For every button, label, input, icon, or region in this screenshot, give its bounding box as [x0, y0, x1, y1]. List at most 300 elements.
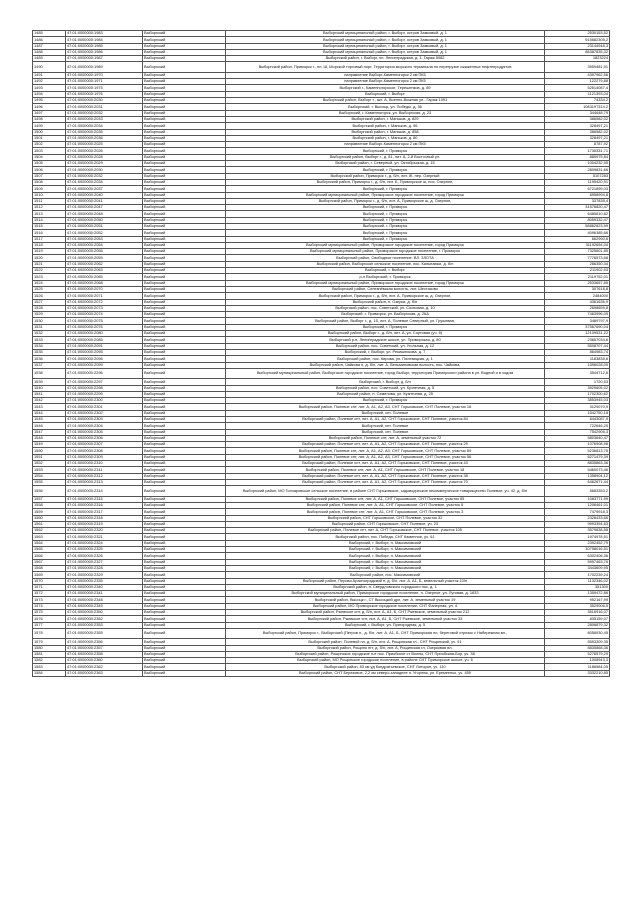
cadastral-value-cell: 5236813,75	[545, 448, 610, 454]
address-cell: Выборгский район, Полевое снт, лит. А, А1, СНТ Горьковское, СНТ Полевое, участок 8	[226, 502, 545, 508]
row-number-cell: 1534	[33, 343, 66, 349]
cadastral-number-cell: 47:01:0000000:2358	[66, 651, 143, 657]
district-cell: Выборгский	[143, 43, 226, 49]
cadastral-value-cell: 31192694,04	[545, 242, 610, 248]
cadastral-value-cell: 328497,21	[545, 135, 610, 141]
cadastral-value-cell: 1186584,05	[545, 664, 610, 670]
row-number-cell: 1532	[33, 331, 66, 337]
district-cell: Выборгский	[143, 670, 226, 676]
cadastral-number-cell: 47:01:0000000:1984	[66, 37, 143, 43]
row-number-cell: 1496	[33, 104, 66, 110]
district-cell: Выборгский	[143, 167, 226, 173]
district-cell: Выборгский	[143, 236, 226, 242]
district-cell: Выборгский	[143, 423, 226, 429]
district-cell: Выборгский	[143, 461, 226, 467]
district-cell: Выборгский	[143, 337, 226, 343]
address-cell: Выборгский район, Полевое снт, лит. А, СНТ Горьковское, СНТ Полевое, участок 105	[226, 528, 545, 534]
district-cell: Выборгский	[143, 91, 226, 97]
cadastral-number-cell: 47:01:0000000:2048	[66, 211, 143, 217]
cadastral-value-cell: 6485610,82	[545, 211, 610, 217]
address-cell: Выборгский район, г. Маньков, д. 96	[226, 123, 545, 129]
row-number-cell: 1525	[33, 286, 66, 292]
cadastral-number-cell: 47:01:0000000:2030	[66, 167, 143, 173]
cadastral-value-cell: 2698659,8	[545, 305, 610, 311]
cadastral-value-cell: 52514087,4	[545, 85, 610, 91]
district-cell: Выборгский	[143, 639, 226, 645]
cadastral-value-cell: 5593309,35	[545, 639, 610, 645]
cadastral-number-cell: 47:01:0000000:2068	[66, 280, 143, 286]
cadastral-number-cell: 47:01:0000000:2299	[66, 391, 143, 397]
row-number-cell: 1513	[33, 211, 66, 217]
cadastral-value-cell: 8058930,45	[545, 628, 610, 638]
district-cell: Выборгский	[143, 584, 226, 590]
cadastral-number-cell: 47:01:0000000:2350	[66, 610, 143, 616]
cadastral-number-cell: 47:01:0000000:2352	[66, 616, 143, 622]
row-number-cell: 1575	[33, 610, 66, 616]
cadastral-number-cell: 47:01:0000000:2316	[66, 502, 143, 508]
cadastral-value-cell: 1083771,99	[545, 496, 610, 502]
district-cell: Выборгский	[143, 356, 226, 362]
cadastral-value-cell: 8835868,36	[545, 645, 610, 651]
district-cell: Выборгский	[143, 305, 226, 311]
row-number-cell: 1533	[33, 337, 66, 343]
row-number-cell: 1545	[33, 417, 66, 423]
row-number-cell: 1583	[33, 664, 66, 670]
cadastral-number-cell: 47:01:0000000:2032	[66, 173, 143, 179]
cadastral-number-cell: 47:01:0000000:2298	[66, 385, 143, 391]
address-cell: Выборгский район, Выборг г., д. б/н, лит. А, ул. Сортовая (уч. 8)	[226, 331, 545, 337]
address-cell: Выборгский район, Полевой пл, д. б/н, лит. А, Рощинская гл., СНТ Рощинский, уч. 91	[226, 639, 545, 645]
address-cell: Выборгский район, пос. Победа, СНТ Каменное, уч. 61	[226, 534, 545, 540]
row-number-cell: 1494	[33, 91, 66, 97]
district-cell: Выборгский	[143, 198, 226, 204]
row-number-cell: 1577	[33, 622, 66, 628]
cadastral-number-cell: 47:01:0000000:2363	[66, 670, 143, 676]
row-number-cell: 1571	[33, 584, 66, 590]
cadastral-value-cell: 286350,34	[545, 261, 610, 267]
cadastral-value-cell: 1974978,51	[545, 534, 610, 540]
district-cell: Выборгский	[143, 515, 226, 521]
address-cell: Выборгский, г. Выборг, п. Максимовский	[226, 540, 545, 546]
row-number-cell: 1511	[33, 198, 66, 204]
row-number-cell: 1512	[33, 205, 66, 211]
address-cell: Выборгский муниципальный район, Приморское городское поселение, г. Приморск	[226, 249, 545, 255]
row-number-cell: 1497	[33, 110, 66, 116]
cadastral-number-cell: 47:01:0000000:2303	[66, 417, 143, 423]
cadastral-value-cell: 4397962,56	[545, 72, 610, 78]
district-cell: Выборгский	[143, 398, 226, 404]
cadastral-number-cell: 47:01:0000000:1976	[66, 91, 143, 97]
cadastral-number-cell: 47:01:0000000:2054	[66, 242, 143, 248]
cadastral-value-cell: 5278579,29	[545, 651, 610, 657]
row-number-cell: 1521	[33, 261, 66, 267]
row-number-cell: 1560	[33, 515, 66, 521]
address-cell: Выборгский, г. Приморск	[226, 324, 545, 330]
cadastral-value-cell: 864983,74	[545, 349, 610, 355]
district-cell: Выборгский	[143, 417, 226, 423]
cadastral-number-cell: 47:01:0000000:2076	[66, 324, 143, 330]
district-cell: Выборгский	[143, 379, 226, 385]
row-number-cell: 1526	[33, 293, 66, 299]
cadastral-number-cell: 47:01:0000000:2297	[66, 379, 143, 385]
district-cell: Выборгский	[143, 664, 226, 670]
address-cell: Выборгский район, Чайкова п, д. б/н, лит. А, Вельминовская волость, пос. Чайкова,	[226, 362, 545, 368]
cadastral-number-cell: 47:01:0000000:2099	[66, 362, 143, 368]
address-cell: Выборгский район, Свободное поселение, ВЛ. ЗЛОТА	[226, 255, 545, 261]
district-cell: Выборгский	[143, 429, 226, 435]
cadastral-value-cell: 7542905,3	[545, 429, 610, 435]
address-cell: направление Выборг-Каменногорск 2 км ПК5	[226, 142, 545, 148]
row-number-cell: 1516	[33, 230, 66, 236]
row-number-cell: 1518	[33, 242, 66, 248]
cadastral-value-cell: 1823224	[545, 56, 610, 62]
cadastral-number-cell: 47:01:0000000:1985	[66, 43, 143, 49]
cadastral-number-cell: 47:01:0000000:2030	[66, 98, 143, 104]
district-cell: Выборгский	[143, 211, 226, 217]
cadastral-number-cell: 47:01:0000000:2033	[66, 116, 143, 122]
row-number-cell: 1541	[33, 391, 66, 397]
cadastral-table	[32, 30, 610, 677]
address-cell: Выборгский, г. Выборг, п. Максимовский	[226, 565, 545, 571]
address-cell: Выборгский район, пос. Советский, ул. Сосновая, д. 10	[226, 305, 545, 311]
address-cell: Выборгский район, Полевое снт, лит. А, А1, А2, СНТ Горьковское, СНТ Полевое, участок 38	[226, 473, 545, 479]
cadastral-value-cell: 3489797,9	[545, 318, 610, 324]
cadastral-value-cell: 8835863,36	[545, 461, 610, 467]
district-cell: Выборгский	[143, 540, 226, 546]
cadastral-number-cell: 47:01:0000000:2070	[66, 286, 143, 292]
district-cell: Выборгский	[143, 56, 226, 62]
address-cell: Выборгский район, Полевое снт, лит. А, А1, А2, СНТ Горьковское, СНТ Полевое, участок 43	[226, 461, 545, 467]
district-cell: Выборгский	[143, 62, 226, 72]
address-cell: Выборгский, снт. Полевое	[226, 410, 545, 416]
cadastral-value-cell: 8059332,47	[545, 217, 610, 223]
cadastral-number-cell: 47:01:0000000:2308	[66, 448, 143, 454]
row-number-cell: 1558	[33, 502, 66, 508]
row-number-cell: 1530	[33, 318, 66, 324]
table-row	[33, 486, 610, 496]
district-cell: Выборгский	[143, 448, 226, 454]
district-cell: Выборгский	[143, 110, 226, 116]
address-cell: Выборгский район, МО Приморское городское поселение, СНТ Фанерная, ул. 4	[226, 603, 545, 609]
address-cell: Выборгский муниципальный район, г. Выборг, остров Замковый, д. 1	[226, 43, 545, 49]
cadastral-value-cell: 1359472,86	[545, 591, 610, 597]
cadastral-value-cell: 307618,8	[545, 286, 610, 292]
cadastral-value-cell: 23657034,6	[545, 337, 610, 343]
cadastral-value-cell: 915682305,2	[545, 37, 610, 43]
cadastral-value-cell: 4361636,9	[545, 299, 610, 305]
address-cell: Выборгский район, Приморск г., д. б/н, лит. Б, Приморское ш, пос. Озерное,	[226, 179, 545, 185]
cadastral-value-cell: 122279,88	[545, 79, 610, 85]
address-cell: Выборгский, г. Выборг, п. Максимовский	[226, 547, 545, 553]
address-cell: Выборгский район, Приморск г., д. б/н, лит. А, Приморское ш, д. Озерное,	[226, 198, 545, 204]
cadastral-value-cell: 1596028,09	[545, 362, 610, 368]
row-number-cell: 1564	[33, 540, 66, 546]
cadastral-number-cell: 47:01:0000000:1987	[66, 56, 143, 62]
district-cell: Выборгский	[143, 362, 226, 368]
cadastral-number-cell: 47:01:0000000:2096	[66, 356, 143, 362]
cadastral-value-cell: 6958994,8	[545, 192, 610, 198]
cadastral-value-cell: 9993394,63	[545, 521, 610, 527]
address-cell: Выборгский район, Полевое снт, лит. А, А1, А2, СНТ Горьковское, СНТ Полевое, участок 70	[226, 479, 545, 485]
cadastral-number-cell: 47:01:0000000:2311	[66, 467, 143, 473]
row-number-cell: 1565	[33, 547, 66, 553]
cadastral-value-cell: 1195420,91	[545, 179, 610, 185]
cadastral-number-cell: 47:01:0000000:2357	[66, 645, 143, 651]
address-cell: Выборгский муниципальный район, Приморское городское поселение, п. Озерное, ул. Луговая, д. 1633	[226, 591, 545, 597]
row-number-cell: 1569	[33, 572, 66, 578]
address-cell: Выборгский, г. Высоцк, ул. Победы, д. 36	[226, 104, 545, 110]
row-number-cell: 1492	[33, 79, 66, 85]
cadastral-number-cell: 47:01:0000000:2053	[66, 236, 143, 242]
row-number-cell: 1508	[33, 179, 66, 185]
district-cell: Выборгский	[143, 129, 226, 135]
cadastral-value-cell: 3853945,03	[545, 398, 610, 404]
cadastral-value-cell: 3443609,95	[545, 565, 610, 571]
cadastral-value-cell: 1720,53	[545, 379, 610, 385]
district-cell: Выборгский	[143, 135, 226, 141]
district-cell: Выборгский	[143, 534, 226, 540]
row-number-cell: 1576	[33, 616, 66, 622]
row-number-cell: 1489	[33, 56, 66, 62]
address-cell: Выборгский район, Селезнёвская волость, лит. Шестаково	[226, 286, 545, 292]
cadastral-value-cell: 1702239,24	[545, 572, 610, 578]
cadastral-number-cell: 47:01:0000000:2313	[66, 479, 143, 485]
district-cell: Выборгский	[143, 173, 226, 179]
row-number-cell: 1561	[33, 521, 66, 527]
cadastral-number-cell: 47:01:0000000:2355	[66, 628, 143, 638]
cadastral-number-cell: 47:01:0000000:2307	[66, 442, 143, 448]
row-number-cell: 1553	[33, 467, 66, 473]
address-cell: Выборгский район, СНТ Березовое, 2,2 км северо-западнее п. Угорнюк, ул. Еремеенко, уч. 459	[226, 670, 545, 676]
row-number-cell: 1573	[33, 597, 66, 603]
cadastral-number-cell: 47:01:0000000:2031	[66, 104, 143, 110]
cadastral-value-cell: 211902,93	[545, 268, 610, 274]
address-cell: Выборгский район, г. Маньков, д. 829	[226, 116, 545, 122]
cadastral-number-cell: 47:01:0000000:2075	[66, 318, 143, 324]
row-number-cell: 1549	[33, 442, 66, 448]
row-number-cell: 1584	[33, 670, 66, 676]
cadastral-value-cell: 3529006,5	[545, 603, 610, 609]
address-cell: Выборгский муниципальный район, Приморское городское поселение, город Приморск	[226, 242, 545, 248]
cadastral-number-cell: 47:01:0000000:1986	[66, 49, 143, 55]
row-number-cell: 1544	[33, 410, 66, 416]
row-number-cell: 1503	[33, 148, 66, 154]
district-cell: Выборгский	[143, 255, 226, 261]
cadastral-value-cell: 5107283	[545, 173, 610, 179]
row-number-cell: 1543	[33, 404, 66, 410]
row-number-cell: 1495	[33, 98, 66, 104]
address-cell: Выборгский район, Перово-Красноградский п, д. б/н, лит. А, А1, Б, земельный участок 10/н	[226, 578, 545, 584]
district-cell: Выборгский	[143, 148, 226, 154]
district-cell: Выборгский	[143, 299, 226, 305]
address-cell: Выборгский район, п. Озерки, д. б/н	[226, 299, 545, 305]
table-row	[33, 62, 610, 72]
address-cell: направление Выборг-Каменногорск 2 км ПК5	[226, 72, 545, 78]
cadastral-value-cell: 23144948,3	[545, 43, 610, 49]
address-cell: Выборгский район, пос. Советский, ул. Кузнечная, д. 5	[226, 385, 545, 391]
district-cell: Выборгский	[143, 343, 226, 349]
cadastral-number-cell: 47:01:0000000:2300	[66, 398, 143, 404]
district-cell: Выборгский	[143, 578, 226, 584]
cadastral-number-cell: 47:01:0000000:2059	[66, 255, 143, 261]
address-cell: Выборгский, г. Выборг, п. Максимовский	[226, 553, 545, 559]
cadastral-number-cell: 47:01:0000000:2340	[66, 584, 143, 590]
address-cell: Выборгский муниципальный район, г. Выборг, остров Замковый, д. 1	[226, 31, 545, 37]
row-number-cell: 1540	[33, 385, 66, 391]
address-cell: Выборгский район, г. Выборг, пл. Ленинградская, д. 1, Гараж 5082	[226, 56, 545, 62]
cadastral-number-cell: 47:01:0000000:2319	[66, 521, 143, 527]
cadastral-number-cell: 47:01:0000000:2034	[66, 123, 143, 129]
district-cell: Выборгский	[143, 528, 226, 534]
row-number-cell: 1531	[33, 324, 66, 330]
district-cell: Выборгский	[143, 616, 226, 622]
row-number-cell: 1485	[33, 31, 66, 37]
cadastral-number-cell: 47:01:0000000:2326	[66, 553, 143, 559]
cadastral-number-cell: 47:01:0000000:2035	[66, 129, 143, 135]
row-number-cell: 1493	[33, 85, 66, 91]
row-number-cell: 1523	[33, 274, 66, 280]
cadastral-number-cell: 47:01:0000000:2329	[66, 572, 143, 578]
district-cell: Выборгский	[143, 104, 226, 110]
district-cell: Выборгский	[143, 261, 226, 267]
cadastral-value-cell: 2533657,85	[545, 280, 610, 286]
address-cell: Выборгский муниципальный район, Выборгское городское поселение, город Выборг, территория Приморского района в ул. Водной и в ходом	[226, 368, 545, 378]
address-cell: Выборгский, г. Выборг, ул. Пригородная, д. 5	[226, 622, 545, 628]
district-cell: Выборгский	[143, 274, 226, 280]
address-cell: Выборгский, г. Приморск	[226, 236, 545, 242]
address-cell: Выборгский район, Ржевское снт, д. б/н, лит. А, А1, Б, СНТ Ржевское, земельный участок 212	[226, 610, 545, 616]
cadastral-number-cell: 47:01:0000000:2047	[66, 205, 143, 211]
row-number-cell: 1490	[33, 62, 66, 72]
address-cell: Выборгский район, Ржевское снт, лит. А, А1, Б, СНТ Ржевское, земельный участок 33	[226, 616, 545, 622]
address-cell: Выборгский район, Приморск г., пл. Ш, Морской торговый порт, Территория морского терминала по перегрузке сжиженных нефтепродуктов	[226, 62, 545, 72]
row-number-cell: 1510	[33, 192, 66, 198]
row-number-cell: 1520	[33, 255, 66, 261]
cadastral-value-cell: 3332210,85	[545, 670, 610, 676]
cadastral-value-cell: 1183835,6	[545, 356, 610, 362]
district-cell: Выборгский	[143, 486, 226, 496]
cadastral-number-cell: 47:01:0000000:2085	[66, 337, 143, 343]
cadastral-value-cell: 1004232,95	[545, 161, 610, 167]
cadastral-value-cell: 5803640,47	[545, 435, 610, 441]
district-cell: Выборгский	[143, 559, 226, 565]
address-cell: Выборгский район, МО Гончаровское сельское поселение, в районе СНТ Горьковское, садоводческое некоммерческое товарищество Полевое, уч. 42, д. б/н	[226, 486, 545, 496]
address-cell: Выборгский район, Полевое снт, лит. А, А1, А2, СНТ Горьковское, СНТ Полевое, участок 29	[226, 442, 545, 448]
address-cell: Выборгский район, 83 км уд Кондратьевское, СНТ Литорон, уч. 110	[226, 664, 545, 670]
cadastral-value-cell: 328497,21	[545, 123, 610, 129]
district-cell: Выборгский	[143, 603, 226, 609]
district-cell: Выборгский	[143, 217, 226, 223]
property-registry-sheet	[32, 30, 609, 677]
address-cell: Выборгский район, Приморск г., д. б/н, лит. А, Приморское ш, д. Озерное,	[226, 293, 545, 299]
cadastral-value-cell: 74334,2	[545, 98, 610, 104]
district-cell: Выборгский	[143, 572, 226, 578]
district-cell: Выборгский	[143, 385, 226, 391]
cadastral-value-cell: 2484000	[545, 293, 610, 299]
address-cell: Выборгский, снт. Полевое	[226, 423, 545, 429]
cadastral-value-cell: 5997463,76	[545, 559, 610, 565]
cadastral-number-cell: 47:01:0000000:2310	[66, 461, 143, 467]
cadastral-number-cell: 47:01:0000000:2317	[66, 509, 143, 515]
cadastral-number-cell: 47:01:0000000:2071	[66, 293, 143, 299]
cadastral-number-cell: 47:01:0000000:1989	[66, 62, 143, 72]
row-number-cell: 1567	[33, 559, 66, 565]
cadastral-value-cell: 952167,99	[545, 597, 610, 603]
row-number-cell: 1539	[33, 379, 66, 385]
row-number-cell: 1556	[33, 486, 66, 496]
row-number-cell: 1538	[33, 368, 66, 378]
district-cell: Выборгский	[143, 72, 226, 78]
cadastral-number-cell: 47:01:0000000:2348	[66, 597, 143, 603]
address-cell: Выборгский район, п. Семенова, ул. Кузнечная, д. 25	[226, 391, 545, 397]
row-number-cell: 1487	[33, 43, 66, 49]
district-cell: Выборгский	[143, 521, 226, 527]
cadastral-number-cell: 47:01:0000000:2041	[66, 198, 143, 204]
address-cell: Выборгский район, Выборг г., д. 81, лит. А, 2-й Восточный ул.	[226, 154, 545, 160]
address-cell: Выборгский муниципальный район, г. Выборг, остров Замковый, д. 1	[226, 37, 545, 43]
row-number-cell: 1557	[33, 496, 66, 502]
row-number-cell: 1542	[33, 398, 66, 404]
district-cell: Выборгский	[143, 192, 226, 198]
address-cell: Выборгский, г. Приморск	[226, 167, 545, 173]
district-cell: Выборгский	[143, 230, 226, 236]
address-cell: Выборгский район, г. Маньков, д. 858	[226, 129, 545, 135]
cadastral-value-cell: 58862623,99	[545, 224, 610, 230]
cadastral-number-cell: 47:01:0000000:2314	[66, 486, 143, 496]
district-cell: Выборгский	[143, 610, 226, 616]
row-number-cell: 1550	[33, 448, 66, 454]
cadastral-value-cell: 37567690,04	[545, 324, 610, 330]
cadastral-value-cell: 2809831,66	[545, 167, 610, 173]
district-cell: Выборгский	[143, 280, 226, 286]
address-cell: Выборгский, г. Приморск	[226, 224, 545, 230]
cadastral-value-cell: 6462671,44	[545, 479, 610, 485]
row-number-cell: 1515	[33, 224, 66, 230]
address-cell: Выборгский район, Высоцк г., СТ Высоцкий дрл, лит. А, земельный участок 19	[226, 597, 545, 603]
address-cell: Выборгский р-н, Ленинградское шоссе, ул. Приморская, д. 80	[226, 337, 545, 343]
row-number-cell: 1536	[33, 356, 66, 362]
cadastral-value-cell: 5508707,44	[545, 343, 610, 349]
address-cell: Выборгский, г. Приморск	[226, 398, 545, 404]
address-cell: Выборгский район, Выборг г., д. 15, лит. А, Полевое Северный, ул. Грушевая,	[226, 318, 545, 324]
district-cell: Выборгский	[143, 205, 226, 211]
district-cell: Выборгский	[143, 645, 226, 651]
table-row	[33, 670, 610, 676]
cadastral-value-cell: 3959481,51	[545, 62, 610, 72]
address-cell: Выборгский район, п. Свердловского городского пос, д. 1	[226, 584, 545, 590]
district-cell: Выборгский	[143, 224, 226, 230]
cadastral-value-cell: 1358904,12	[545, 473, 610, 479]
row-number-cell: 1578	[33, 628, 66, 638]
cadastral-value-cell: 7479918,3	[545, 509, 610, 515]
district-cell: Выборгский	[143, 658, 226, 664]
row-number-cell: 1554	[33, 473, 66, 479]
cadastral-number-cell: 47:01:0000000:2349	[66, 603, 143, 609]
cadastral-value-cell: 1542750,18	[545, 410, 610, 416]
row-number-cell: 1507	[33, 173, 66, 179]
cadastral-number-cell: 47:01:0000000:1975	[66, 85, 143, 91]
cadastral-number-cell: 47:01:0000000:2327	[66, 559, 143, 565]
address-cell: Выборгский район, Полевое снт, лит. А, земельный участок 72	[226, 435, 545, 441]
cadastral-value-cell: 1132346,02	[545, 578, 610, 584]
cadastral-number-cell: 47:01:0000000:1971	[66, 79, 143, 85]
row-number-cell: 1579	[33, 639, 66, 645]
district-cell: Выборгский	[143, 37, 226, 43]
district-cell: Выборгский	[143, 467, 226, 473]
cadastral-value-cell: 88387835,32	[545, 49, 610, 55]
cadastral-number-cell: 47:01:0000000:2321	[66, 534, 143, 540]
district-cell: Выборгский	[143, 410, 226, 416]
